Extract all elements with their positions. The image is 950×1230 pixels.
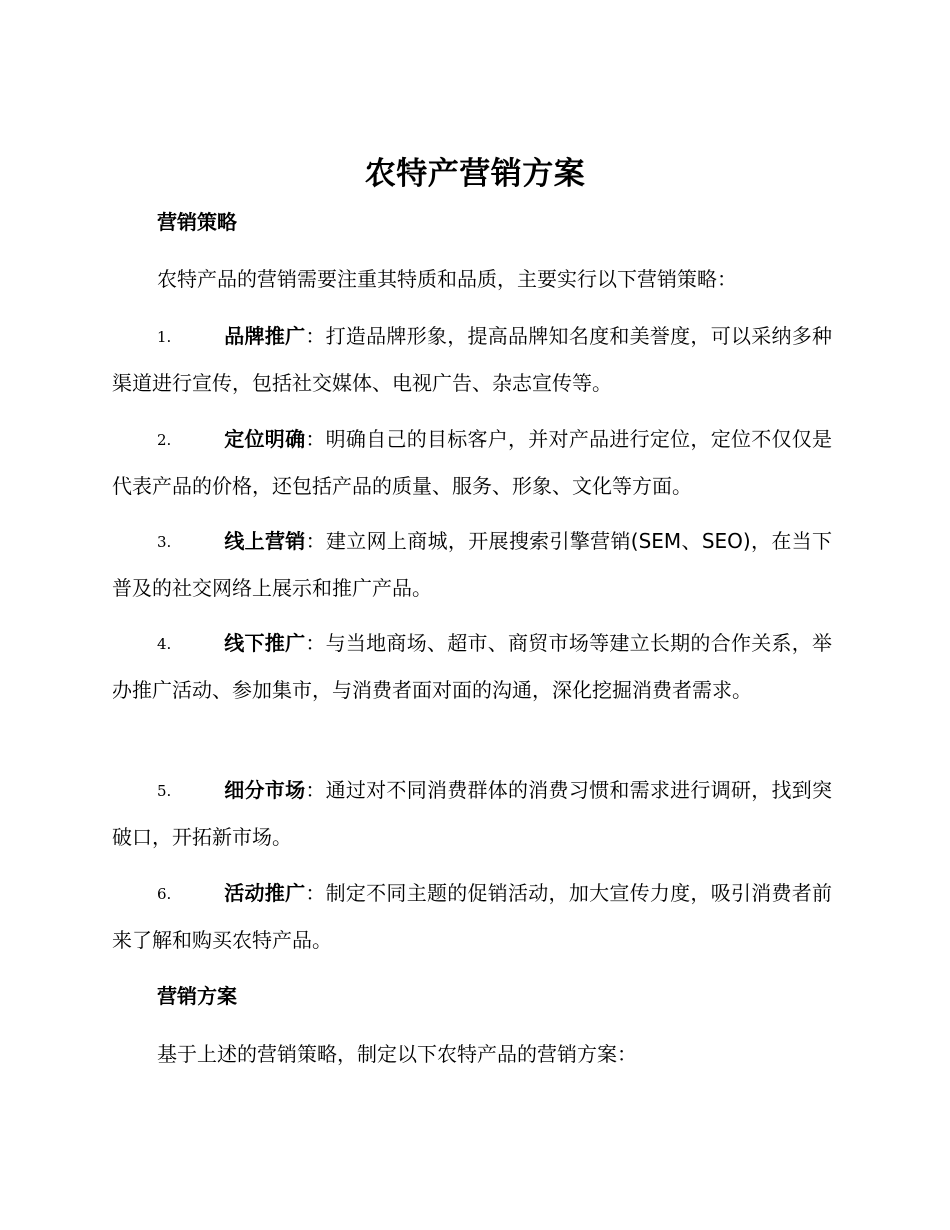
list-item-keyword: 细分市场	[224, 778, 306, 802]
list-item	[112, 313, 832, 406]
list-item-separator: ：	[305, 778, 326, 802]
list-item-keyword: 线上营销	[224, 529, 306, 553]
list-item-keyword: 品牌推广	[224, 324, 306, 348]
list-item-text: 建立网上商城，开展搜索引擎营销(SEM、SEO)，在当下普及的社交网络上展示和推广产品。	[112, 529, 833, 600]
list-item-number: 5.	[157, 782, 172, 800]
section-heading-plan: 营销方案	[157, 984, 237, 1008]
list-item-keyword: 活动推广	[224, 881, 306, 905]
list-item	[112, 870, 832, 963]
list-item	[112, 416, 832, 509]
list-item-text: 明确自己的目标客户，并对产品进行定位，定位不仅仅是代表产品的价格，还包括产品的质量、服务、形象、文化等方面。	[112, 427, 833, 498]
list-item-text: 与当地商场、超市、商贸市场等建立长期的合作关系，举办推广活动、参加集市，与消费者面对面的沟通，深化挖掘消费者需求。	[112, 631, 833, 702]
list-item-number: 6.	[157, 885, 172, 903]
section-intro-plan: 基于上述的营销策略，制定以下农特产品的营销方案：	[157, 1042, 637, 1066]
list-item	[112, 767, 832, 860]
list-item-number: 1.	[157, 328, 172, 346]
list-item-separator: ：	[305, 324, 326, 348]
list-item-separator: ：	[305, 631, 326, 655]
list-item-separator: ：	[305, 881, 326, 905]
list-item-keyword: 线下推广	[224, 631, 306, 655]
list-item-number: 3.	[157, 533, 172, 551]
document-title: 农特产营销方案	[364, 156, 586, 192]
list-item-text: 制定不同主题的促销活动，加大宣传力度，吸引消费者前来了解和购买农特产品。	[112, 881, 833, 952]
list-item-number: 4.	[157, 635, 172, 653]
list-item-text: 通过对不同消费群体的消费习惯和需求进行调研，找到突破口，开拓新市场。	[112, 778, 833, 849]
list-item	[112, 518, 832, 611]
list-item-separator: ：	[305, 427, 326, 451]
list-item	[112, 620, 832, 713]
section-heading-strategy: 营销策略	[157, 210, 237, 234]
list-item-number: 2.	[157, 431, 172, 449]
section-intro-strategy: 农特产品的营销需要注重其特质和品质，主要实行以下营销策略：	[157, 267, 737, 291]
list-item-keyword: 定位明确	[224, 427, 306, 451]
list-item-text: 打造品牌形象，提高品牌知名度和美誉度，可以采纳多种渠道进行宣传，包括社交媒体、电视广告、杂志宣传等。	[112, 324, 833, 395]
list-item-separator: ：	[305, 529, 326, 553]
